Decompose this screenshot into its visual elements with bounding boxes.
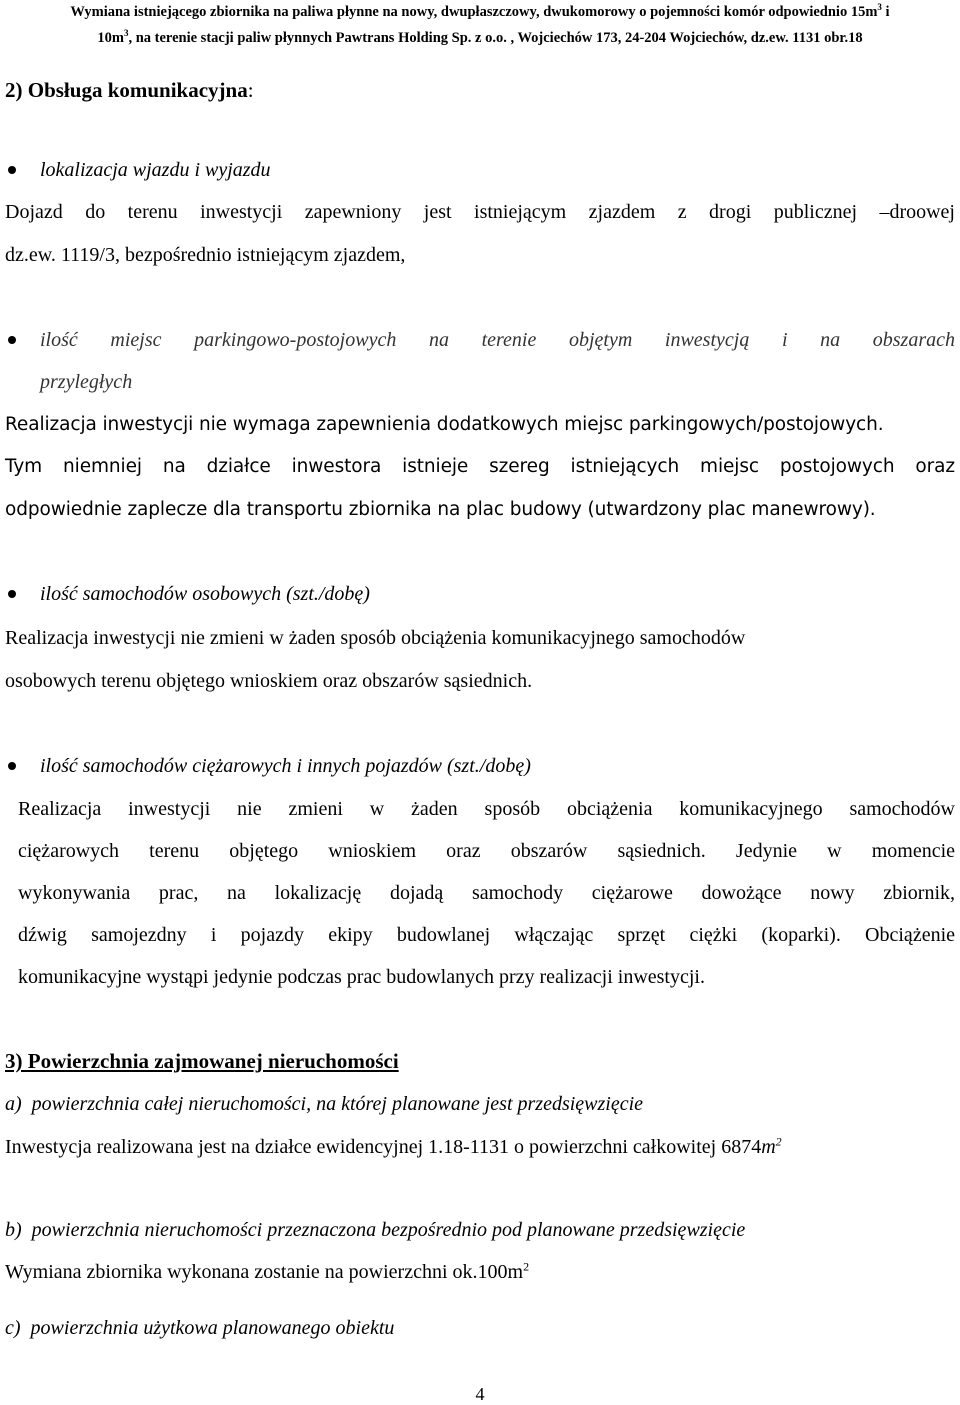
header-superscript: 3 — [123, 28, 129, 39]
paragraph-line: odpowiednie zaplecze dla transportu zbiornika na plac budowy (utwardzony plac manewrowy). — [5, 499, 876, 520]
bullet-title-cars: ilość samochodów osobowych (szt./dobę) — [40, 583, 370, 605]
paragraph-line: komunikacyjne wystąpi jedynie podczas prac budowlanych przy realizacji inwestycji. — [18, 966, 705, 988]
document-header-line-2 — [0, 29, 960, 47]
header-text: i — [881, 4, 890, 20]
paragraph-line — [5, 1260, 529, 1284]
bullet-icon — [8, 590, 16, 598]
subsection-b-title — [5, 1218, 745, 1242]
bullet-title-parking-cont: przyległych — [40, 371, 133, 393]
subsection-c-title — [5, 1316, 394, 1340]
paragraph-line: Tym niemniej na działce inwestora istnieje szereg istniejących miejsc postojowych oraz — [5, 456, 955, 477]
bullet-title-parking: ilość miejsc parkingowo-postojowych na terenie objętym inwestycją i na obszarach — [40, 329, 955, 351]
paragraph-line: Realizacja inwestycji nie wymaga zapewnienia dodatkowych miejsc parkingowych/postojowych. — [5, 414, 884, 435]
paragraph-line: ciężarowych terenu objętego wnioskiem oraz obszarów sąsiednich. Jedynie w momencie — [18, 840, 955, 862]
subsection-title-text: powierzchnia nieruchomości przeznaczona bezpośrednio pod planowane przedsięwzięcie — [31, 1219, 746, 1241]
subsection-a-title — [5, 1092, 643, 1116]
unit-superscript: 2 — [775, 1134, 782, 1149]
bullet-title-access: lokalizacja wjazdu i wyjazdu — [40, 159, 271, 181]
unit-text: m — [761, 1136, 776, 1158]
subsection-label: c) — [5, 1317, 21, 1339]
header-text: , na terenie stacji paliw płynnych Pawtrans Holding Sp. z o.o. , Wojciechów 173, 24-204 Wojciechów, dz.ew. 1131 obr.18 — [128, 30, 863, 46]
paragraph-line — [5, 1135, 782, 1159]
bullet-icon — [8, 336, 16, 344]
paragraph-text: Wymiana zbiornika wykonana zostanie na powierzchni ok.100m — [5, 1261, 524, 1283]
paragraph-line: Realizacja inwestycji nie zmieni w żaden sposób obciążenia komunikacyjnego samochodów — [18, 798, 955, 820]
bullet-title-trucks: ilość samochodów ciężarowych i innych pojazdów (szt./dobę) — [40, 755, 531, 777]
subsection-label: b) — [5, 1219, 22, 1241]
paragraph-line: Dojazd do terenu inwestycji zapewniony jest istniejącym zjazdem z drogi publicznej –droowej — [5, 201, 955, 223]
section-3-heading: 3) Powierzchnia zajmowanej nieruchomości — [5, 1049, 399, 1073]
paragraph-line: wykonywania prac, na lokalizację dojadą samochody ciężarowe dowożące nowy zbiornik, — [18, 882, 955, 904]
subsection-title-text: powierzchnia całej nieruchomości, na której planowane jest przedsięwzięcie — [31, 1093, 644, 1115]
paragraph-line: dz.ew. 1119/3, bezpośrednio istniejącym zjazdem, — [5, 244, 406, 266]
subsection-title-text: powierzchnia użytkowa planowanego obiektu — [30, 1317, 395, 1339]
paragraph-line: Realizacja inwestycji nie zmieni w żaden sposób obciążenia komunikacyjnego samochodów — [5, 627, 746, 649]
paragraph-line: dźwig samojezdny i pojazdy ekipy budowlanej włączając sprzęt ciężki (koparki). Obciążenie — [18, 924, 955, 946]
bullet-icon — [8, 166, 16, 174]
unit-superscript: 2 — [523, 1259, 530, 1274]
section-2-heading — [5, 78, 254, 102]
heading-colon: : — [247, 78, 254, 102]
section-heading-text: 2) Obsługa komunikacyjna — [5, 78, 248, 102]
header-text: Wymiana istniejącego zbiornika na paliwa płynne na nowy, dwupłaszczowy, dwukomorowy o pojemności komór odpowiednio 15m — [70, 4, 878, 20]
bullet-icon — [8, 762, 16, 770]
page-number: 4 — [475, 1384, 485, 1404]
document-header-line-1 — [0, 3, 960, 21]
subsection-label: a) — [5, 1093, 22, 1115]
header-superscript: 3 — [877, 2, 882, 13]
paragraph-line: osobowych terenu objętego wnioskiem oraz obszarów sąsiednich. — [5, 670, 533, 692]
header-text: 10m — [97, 30, 124, 46]
paragraph-text: Inwestycja realizowana jest na działce ewidencyjnej 1.18-1131 o powierzchni całkowitej 6874 — [5, 1136, 762, 1158]
